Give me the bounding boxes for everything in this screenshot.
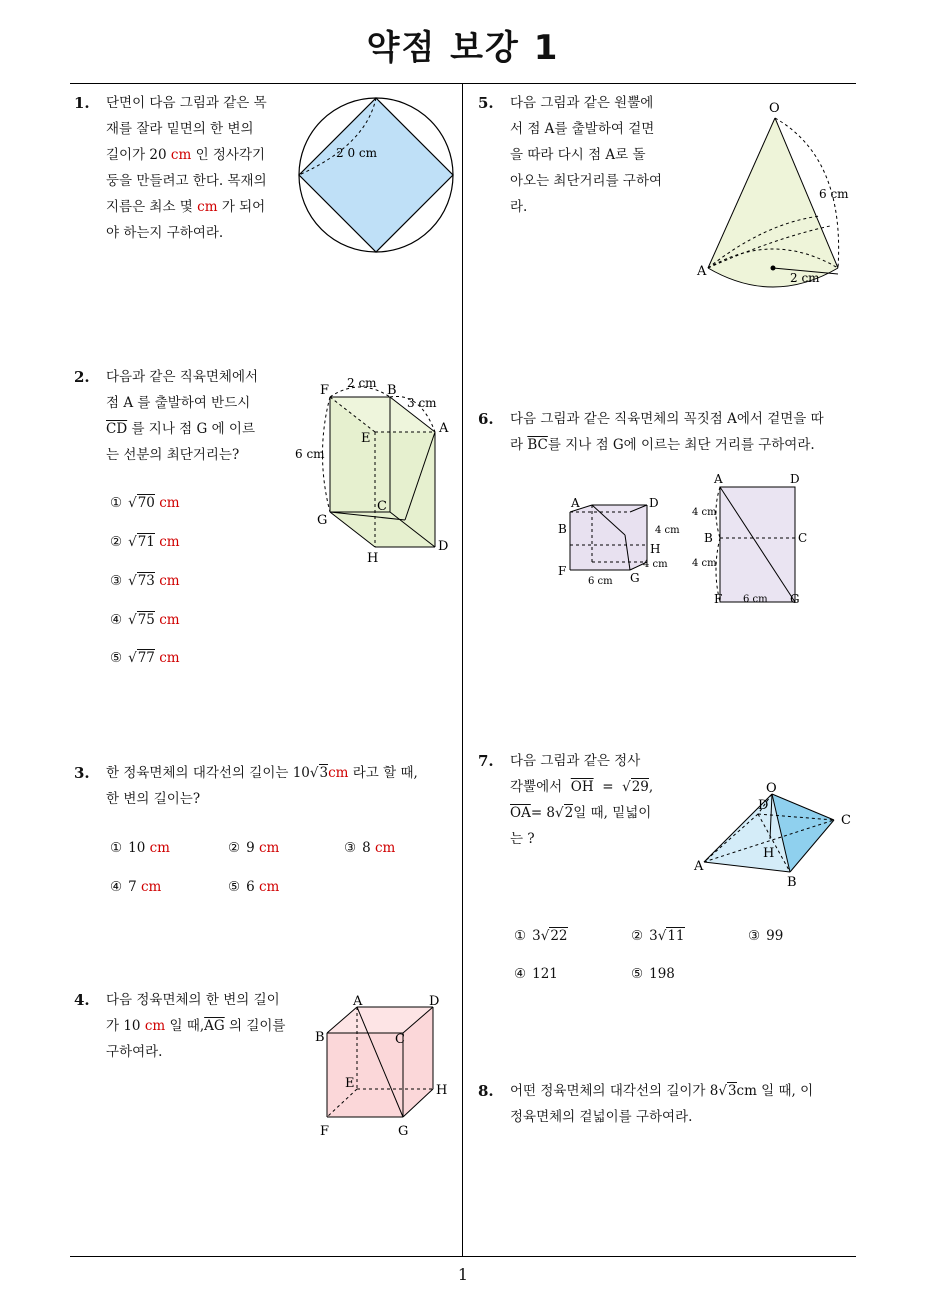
- q2-option-5[interactable]: ⑤ √77 cm: [110, 650, 180, 666]
- svg-text:D: D: [429, 994, 440, 1009]
- svg-text:E: E: [345, 1076, 355, 1091]
- svg-text:D: D: [790, 472, 800, 486]
- svg-text:F: F: [558, 564, 567, 578]
- question-number: 7.: [478, 752, 494, 770]
- svg-text:G: G: [790, 592, 800, 606]
- svg-text:A: A: [439, 421, 449, 436]
- q6-figure-box: [555, 495, 690, 590]
- question-number: 2.: [74, 368, 90, 386]
- q7-figure: [692, 782, 857, 892]
- q2-option-2[interactable]: ② √71 cm: [110, 534, 180, 550]
- svg-text:A: A: [694, 859, 704, 874]
- svg-text:C: C: [377, 499, 387, 514]
- svg-text:F: F: [320, 1124, 330, 1139]
- q3-option-1[interactable]: ① 10 cm: [110, 840, 170, 856]
- svg-text:E: E: [361, 431, 371, 446]
- svg-text:4 cm: 4 cm: [643, 559, 668, 570]
- svg-text:A: A: [353, 994, 363, 1009]
- svg-text:B: B: [787, 875, 797, 890]
- svg-text:4 cm: 4 cm: [655, 525, 680, 536]
- q5-figure: [695, 98, 860, 303]
- q3-option-2[interactable]: ② 9 cm: [228, 840, 280, 856]
- svg-text:A: A: [571, 496, 580, 510]
- top-rule: [70, 83, 856, 84]
- svg-text:6 cm: 6 cm: [295, 447, 325, 461]
- svg-text:O: O: [769, 101, 780, 116]
- svg-text:B: B: [315, 1030, 325, 1045]
- q2-option-4[interactable]: ④ √75 cm: [110, 612, 180, 628]
- svg-text:6 cm: 6 cm: [588, 576, 613, 587]
- question-number: 4.: [74, 991, 90, 1009]
- q1-figure: [296, 95, 456, 260]
- svg-text:F: F: [714, 592, 723, 606]
- column-divider: [462, 84, 463, 1256]
- svg-text:3 cm: 3 cm: [407, 396, 437, 410]
- svg-text:2 cm: 2 cm: [790, 271, 820, 285]
- svg-text:6 cm: 6 cm: [743, 594, 768, 605]
- q7-option-5[interactable]: ⑤ 198: [631, 966, 675, 982]
- q7-option-4[interactable]: ④ 121: [514, 966, 558, 982]
- svg-text:G: G: [630, 571, 640, 585]
- svg-text:D: D: [438, 539, 449, 554]
- svg-text:H: H: [650, 542, 661, 556]
- svg-text:G: G: [398, 1124, 409, 1139]
- q4-figure: [315, 995, 460, 1145]
- q2-figure: [295, 372, 460, 567]
- fig-label: 2 0 cm: [336, 146, 377, 160]
- svg-text:O: O: [766, 781, 777, 796]
- svg-text:B: B: [387, 383, 397, 398]
- svg-text:D: D: [649, 496, 659, 510]
- svg-text:H: H: [367, 551, 379, 566]
- page-title: 약점 보강 1: [366, 28, 560, 68]
- svg-text:F: F: [320, 383, 330, 398]
- question-number: 6.: [478, 410, 494, 428]
- q2-option-1[interactable]: ① √70 cm: [110, 495, 180, 511]
- q7-option-2[interactable]: ② 3√11: [631, 928, 685, 944]
- svg-text:C: C: [395, 1032, 405, 1047]
- q3-option-3[interactable]: ③ 8 cm: [344, 840, 396, 856]
- svg-text:G: G: [317, 513, 328, 528]
- svg-text:B: B: [558, 522, 567, 536]
- svg-text:4 cm: 4 cm: [692, 558, 717, 569]
- question-number: 3.: [74, 764, 90, 782]
- svg-text:A: A: [697, 264, 707, 279]
- page-number: 1: [457, 1265, 469, 1284]
- svg-text:C: C: [798, 531, 808, 545]
- question-number: 1.: [74, 94, 90, 112]
- svg-text:H: H: [763, 846, 775, 861]
- q3-option-4[interactable]: ④ 7 cm: [110, 879, 162, 895]
- bottom-rule: [70, 1256, 856, 1257]
- svg-text:B: B: [704, 531, 713, 545]
- svg-text:4 cm: 4 cm: [692, 507, 717, 518]
- question-number: 8.: [478, 1082, 494, 1100]
- q7-option-3[interactable]: ③ 99: [748, 928, 784, 944]
- svg-text:2 cm: 2 cm: [347, 376, 377, 390]
- question-number: 5.: [478, 94, 494, 112]
- svg-text:D: D: [758, 798, 769, 813]
- svg-text:A: A: [714, 472, 723, 486]
- q2-option-3[interactable]: ③ √73 cm: [110, 573, 180, 589]
- q6-figure-net: [690, 470, 815, 610]
- q3-option-5[interactable]: ⑤ 6 cm: [228, 879, 280, 895]
- q7-option-1[interactable]: ① 3√22: [514, 928, 568, 944]
- svg-text:C: C: [841, 813, 851, 828]
- svg-text:6 cm: 6 cm: [819, 187, 849, 201]
- svg-text:H: H: [436, 1083, 448, 1098]
